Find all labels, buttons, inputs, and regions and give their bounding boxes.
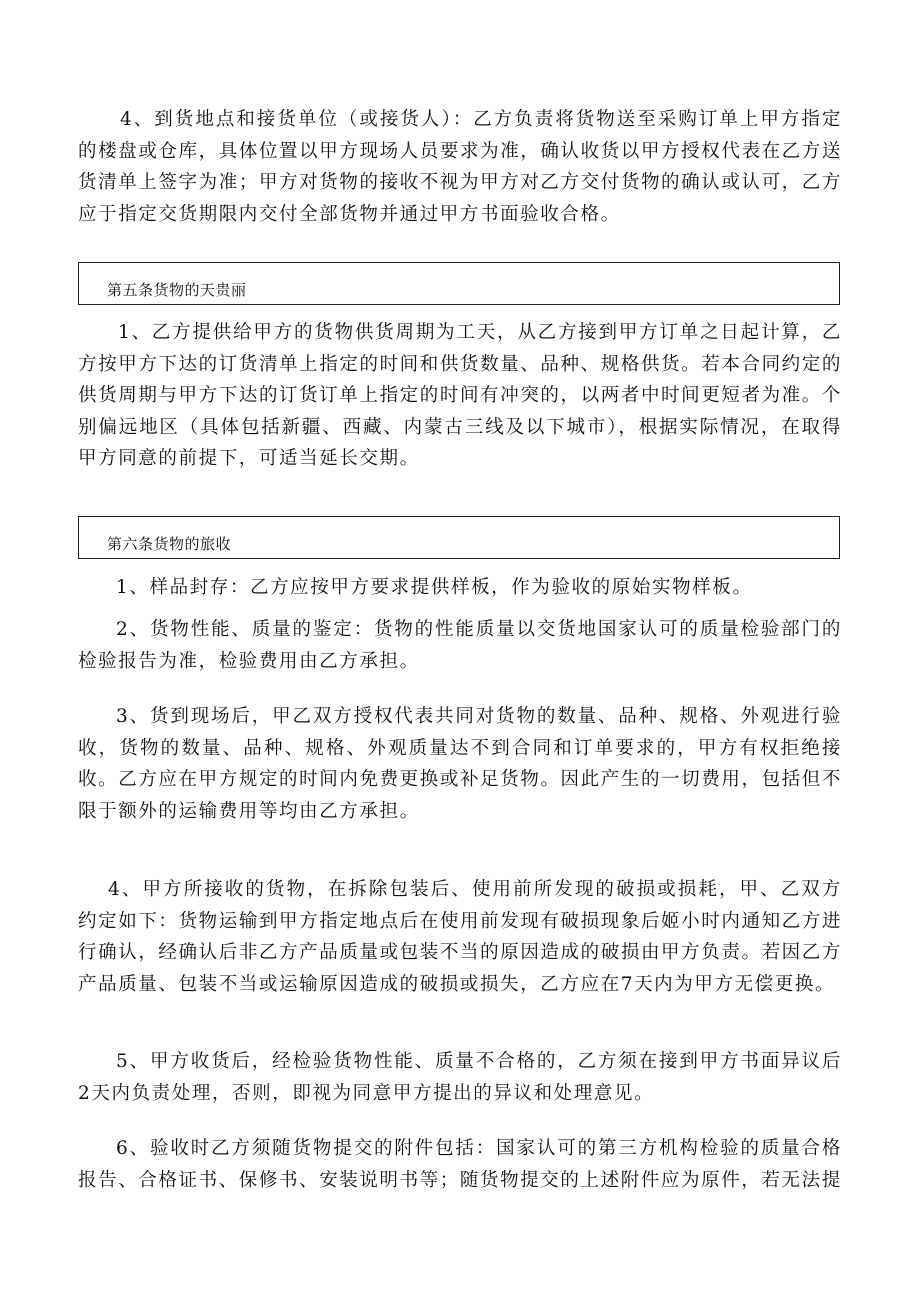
paragraph-supply-cycle: 1、乙方提供给甲方的货物供货周期为工天，从乙方接到甲方订单之日起计算，乙方按甲方下达的订货清单上指定的时间和供货数量、品种、规格供货。若本合同约定的供货周期与甲方下达的订货订单上指定的时间有冲突的，以两者中时间更短者为准。个别偏远地区（具体包括新疆、西藏、内蒙古三线及以下城市），根据实际情况，在取得甲方同意的前提下，可适当延长交期。 (78, 322, 842, 470)
paragraph-damage-handling: 4、甲方所接收的货物，在拆除包装后、使用前所发现的破损或损耗，甲、乙双方约定如下：货物运输到甲方指定地点后在使用前发现有破损现象后姬小时内通知乙方进行确认，经确认后非乙方产品质量或包装不当的原因造成的破损由甲方负责。若因乙方产品质量、包装不当或运输原因造成的破损或损失，乙方应在7天内为甲方无偿更换。 (78, 879, 842, 995)
section-heading-article-5-text: 第五条货物的天贵丽 (107, 281, 247, 299)
section-heading-article-5 (78, 262, 840, 305)
paragraph-objection-handling: 5、甲方收货后，经检验货物性能、质量不合格的，乙方须在接到甲方书面异议后2天内负责处理，否则，即视为同意甲方提出的异议和处理意见。 (78, 1051, 842, 1104)
section-heading-article-6 (78, 516, 840, 559)
section-heading-article-6-text: 第六条货物的旅收 (107, 535, 232, 553)
paragraph-quality-inspection: 2、货物性能、质量的鉴定：货物的性能质量以交货地国家认可的质量检验部门的检验报告为准，检验费用由乙方承担。 (78, 619, 842, 672)
paragraph-sample-sealing: 1、样品封存：乙方应按甲方要求提供样板，作为验收的原始实物样板。 (116, 577, 753, 598)
paragraph-attachments: 6、验收时乙方须随货物提交的附件包括：国家认可的第三方机构检验的质量合格报告、合格证书、保修书、安装说明书等；随货物提交的上述附件应为原件，若无法提 (78, 1138, 842, 1191)
paragraph-delivery-location: 4、到货地点和接货单位（或接货人）：乙方负责将货物送至采购订单上甲方指定的楼盘或仓库，具体位置以甲方现场人员要求为准，确认收货以甲方授权代表在乙方送货清单上签字为准；甲方对货物的接收不视为甲方对乙方交付货物的确认或认可，乙方应于指定交货期限内交付全部货物并通过甲方书面验收合格。 (78, 109, 842, 225)
paragraph-onsite-acceptance: 3、货到现场后，甲乙双方授权代表共同对货物的数量、品种、规格、外观进行验收，货物的数量、品种、规格、外观质量达不到合同和订单要求的，甲方有权拒绝接收。乙方应在甲方规定的时间内免费更换或补足货物。因此产生的一切费用，包括但不限于额外的运输费用等均由乙方承担。 (78, 706, 842, 822)
